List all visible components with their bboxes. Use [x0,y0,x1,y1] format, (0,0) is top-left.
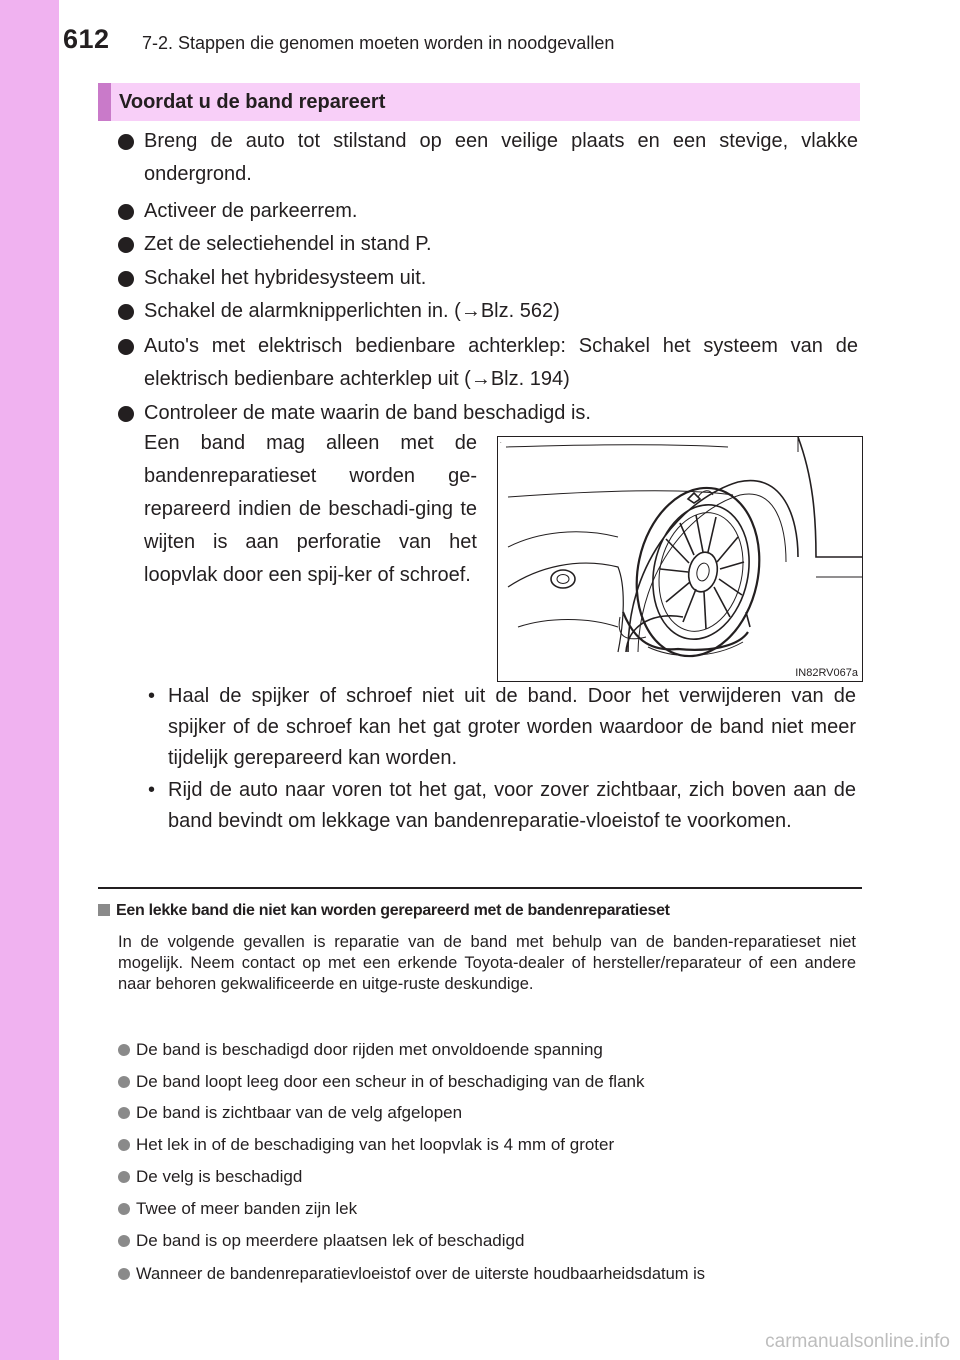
list-item: Zet de selectiehendel in stand P. [118,228,858,261]
bullet-icon [118,237,134,253]
section-title: Voordat u de band repareert [119,91,386,113]
list-item: De band is op meerdere plaatsen lek of beschadigd [118,1230,858,1252]
list-item: Het lek in of de beschadiging van het loopvlak is 4 mm of groter [118,1134,858,1156]
list-item: De velg is beschadigd [118,1166,858,1188]
list-item: Breng de auto tot stilstand op een veilige plaats en een stevige, vlakke ondergrond. [118,125,858,191]
bullet-icon [118,1139,130,1151]
flat-tire-drawing [498,437,862,681]
list-item: Schakel de alarmknipperlichten in. (→Blz. 562) [118,295,858,328]
sub-bullet-icon: • [148,685,156,707]
list-item: De band is zichtbaar van de velg afgelopen [118,1102,858,1124]
list-item: De band is beschadigd door rijden met onvoldoende spanning [118,1039,858,1061]
page-number: 612 [63,24,110,54]
bullet-icon [118,1268,130,1280]
list-item: Twee of meer banden zijn lek [118,1198,858,1220]
divider [98,887,862,889]
watermark: carmanualsonline.info [765,1331,950,1352]
info-paragraph: In de volgende gevallen is reparatie van de band met behulp van de banden-reparatieset niet mogelijk. Neem contact op met een erkende Toyota-dealer of hersteller/reparateur of een andere naar behoren gekwalificeerde en uitge-ruste deskundige. [118,933,856,993]
bullet-icon [118,134,134,150]
list-item: Controleer de mate waarin de band beschadigd is. [118,397,858,430]
bullet-icon [118,1107,130,1119]
page-sidebar-tab [0,0,59,1360]
chapter-title: 7-2. Stappen die genomen moeten worden in noodgevallen [142,33,615,53]
bullet-icon [118,406,134,422]
list-item: Activeer de parkeerrem. [118,195,858,228]
bullet-icon [118,1076,130,1088]
list-item: • Rijd de auto naar voren tot het gat, voor zover zichtbaar, zich boven aan de band bevindt om lekkage van bandenreparatie-vloeistof te voorkomen. [146,775,856,837]
damage-paragraph: Een band mag alleen met de bandenreparatieset worden ge-repareerd indien de beschadi-ging te wijten is aan perforatie van het loopvlak door een spij-ker of schroef. [144,432,477,586]
sub-bullet-icon: • [148,779,156,801]
square-bullet-icon [98,904,110,916]
list-item: Schakel het hybridesysteem uit. [118,262,858,295]
list-item: De band loopt leeg door een scheur in of beschadiging van de flank [118,1071,858,1093]
list-item: Auto's met elektrisch bedienbare achterklep: Schakel het systeem van de elektrisch bedienbare achterklep uit (→Blz. 194) [118,330,858,396]
bullet-icon [118,271,134,287]
svg-text:.: . [500,439,502,445]
bullet-icon [118,339,134,355]
bullet-icon [118,1044,130,1056]
bullet-icon [118,304,134,320]
bullet-icon [118,204,134,220]
bullet-icon [118,1171,130,1183]
bullet-icon [118,1235,130,1247]
section-header [98,83,860,121]
flat-tire-illustration [497,436,863,682]
info-heading: Een lekke band die niet kan worden gerepareerd met de bandenreparatieset [98,902,862,920]
list-item: Wanneer de bandenreparatievloeistof over de uiterste houdbaarheidsdatum is [118,1263,858,1285]
figure-id: IN82RV067a [795,667,858,679]
list-item: • Haal de spijker of schroef niet uit de band. Door het verwijderen van de spijker of de schroef kan het gat groter worden waardoor de band niet meer tijdelijk gerepareerd kan worden. [146,681,856,774]
bullet-icon [118,1203,130,1215]
